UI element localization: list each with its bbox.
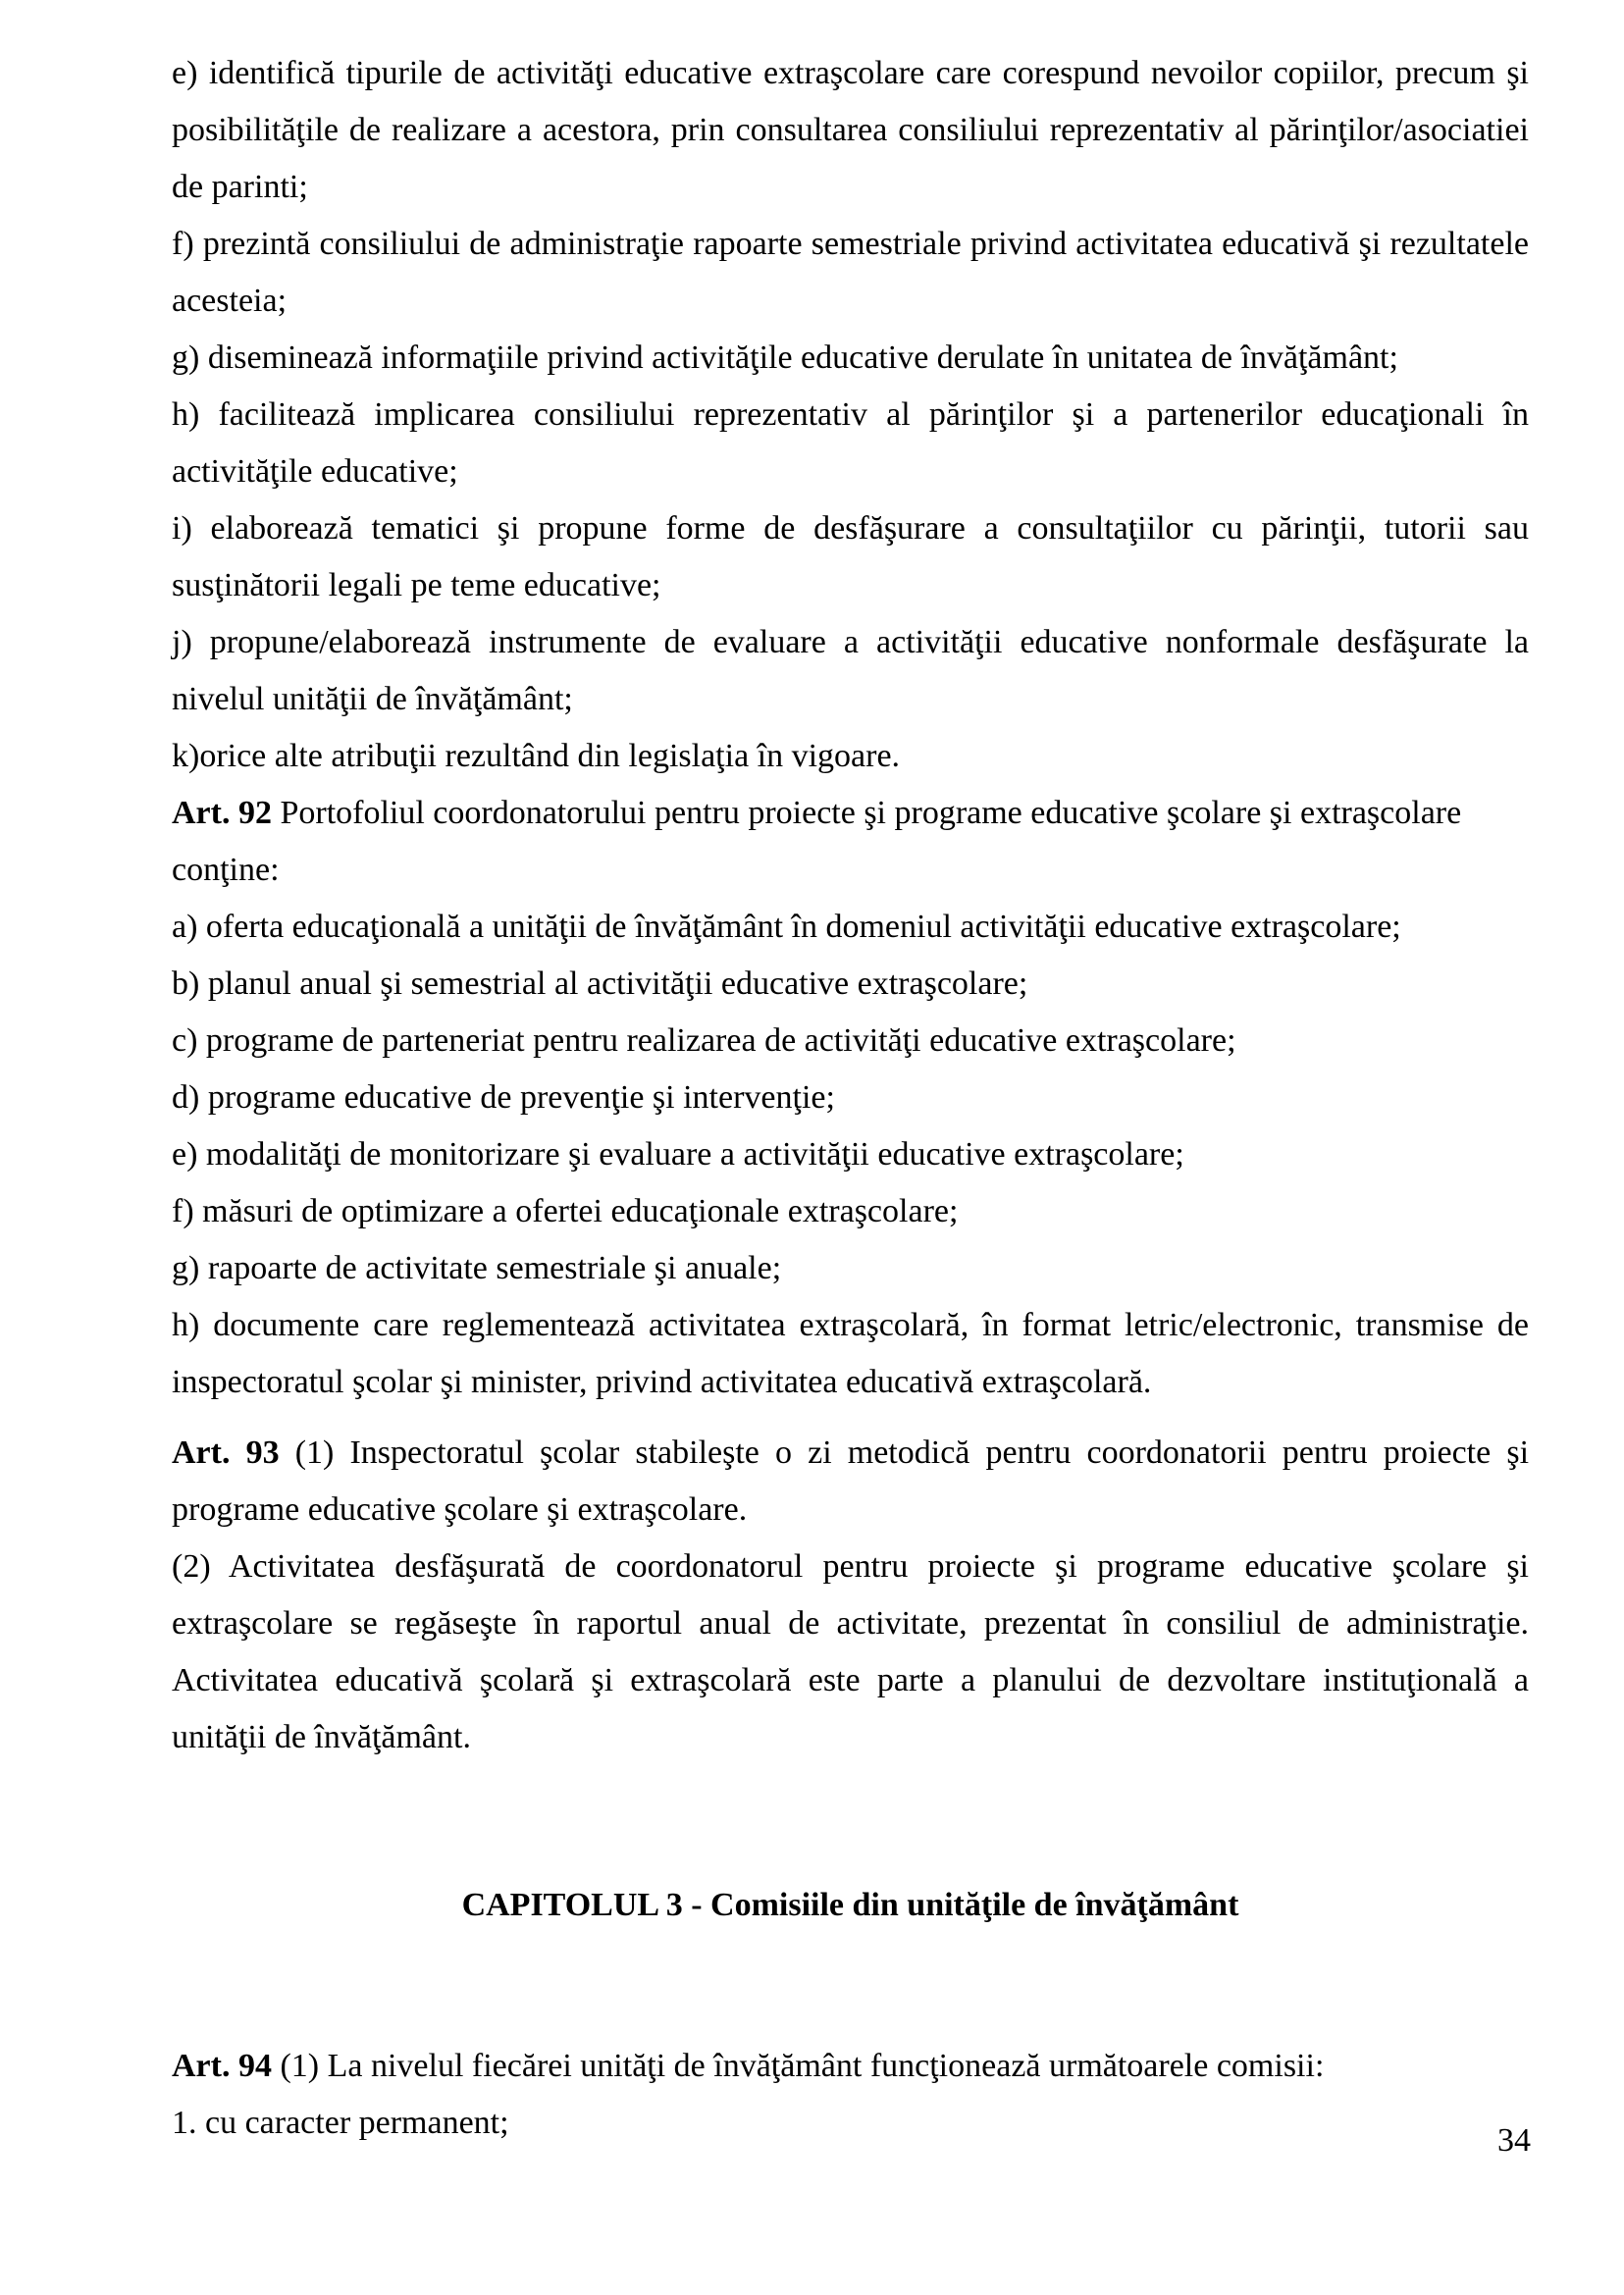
- clause-e-identifica: e) identifică tipurile de activităţi educative extraşcolare care corespund nevoilor copiilor, precum şi posibilităţile de realizare a acestora, prin consultarea consiliului reprezentativ al părinţilor/asociatiei de parinti;: [172, 55, 1529, 205]
- article-94-text: (1) La nivelul fiecărei unităţi de învăţământ funcţionează următoarele comisii:: [271, 2048, 1325, 2084]
- clause-j-propune: j) propune/elaborează instrumente de evaluare a activităţii educative nonformale desfăşurate la nivelul unităţii de învăţământ;: [172, 624, 1529, 717]
- clause-k-orice: k)orice alte atribuţii rezultând din legislaţia în vigoare.: [172, 738, 901, 774]
- clause-g-disemineaza: g) diseminează informaţiile privind activităţile educative derulate în unitatea de învăţământ;: [172, 339, 1398, 376]
- article-93-text: (1) Inspectoratul şcolar stabileşte o zi metodică pentru coordonatorii pentru proiecte şi programe educative şcolare şi extraşcolare.: [172, 1434, 1530, 1528]
- article-93-par2: (2) Activitatea desfăşurată de coordonatorul pentru proiecte şi programe educative şcolare şi extraşcolare se regăseşte în raportul anual de activitate, prezentat în consiliul de administraţie. Activitatea educativă şcolară şi extraşcolară este parte a planului de dezvoltare instituţională a unităţii de învăţământ.: [172, 1548, 1529, 1755]
- article-94: [172, 2038, 1529, 2095]
- article-93-label: Art. 93: [172, 1434, 280, 1471]
- clause-i-elaboreaza: i) elaborează tematici şi propune forme de desfăşurare a consultaţiilor cu părinţii, tutorii sau susţinătorii legali pe teme educative;: [172, 510, 1529, 603]
- portfolio-item-h: h) documente care reglementează activitatea extraşcolară, în format letric/electronic, transmise de inspectoratul şcolar şi minister, privind activitatea educativă extraşcolară.: [172, 1307, 1529, 1400]
- article-92-label: Art. 92: [172, 795, 272, 831]
- portfolio-item-f: f) măsuri de optimizare a ofertei educaţionale extraşcolare;: [172, 1193, 959, 1229]
- portfolio-item-g: g) rapoarte de activitate semestriale şi anuale;: [172, 1250, 782, 1286]
- portfolio-item-b: b) planul anual şi semestrial al activităţii educative extraşcolare;: [172, 965, 1028, 1002]
- chapter-heading: CAPITOLUL 3 - Comisiile din unităţile de învăţământ: [461, 1887, 1239, 1923]
- article-93: [172, 1425, 1529, 1539]
- clause-f-prezinta: f) prezintă consiliului de administraţie rapoarte semestriale privind activitatea educativă şi rezultatele acesteia;: [172, 226, 1529, 319]
- article-92-text: Portofoliul coordonatorului pentru proiecte şi programe educative şcolare şi extraşcolare conţine:: [172, 795, 1462, 888]
- clause-h-faciliteaza: h) facilitează implicarea consiliului reprezentativ al părinţilor şi a partenerilor educaţionali în activităţile educative;: [172, 396, 1529, 490]
- list-item-permanent: 1. cu caracter permanent;: [172, 2105, 509, 2141]
- portfolio-item-d: d) programe educative de prevenţie şi intervenţie;: [172, 1079, 835, 1116]
- page-number: 34: [1497, 2122, 1531, 2159]
- article-92: [172, 785, 1529, 899]
- portfolio-item-c: c) programe de parteneriat pentru realizarea de activităţi educative extraşcolare;: [172, 1022, 1236, 1059]
- article-94-label: Art. 94: [172, 2048, 272, 2084]
- portfolio-item-e: e) modalităţi de monitorizare şi evaluare a activităţii educative extraşcolare;: [172, 1136, 1184, 1173]
- page-content: [172, 45, 1529, 2152]
- portfolio-item-a: a) oferta educaţională a unităţii de învăţământ în domeniul activităţii educative extraşcolare;: [172, 909, 1401, 945]
